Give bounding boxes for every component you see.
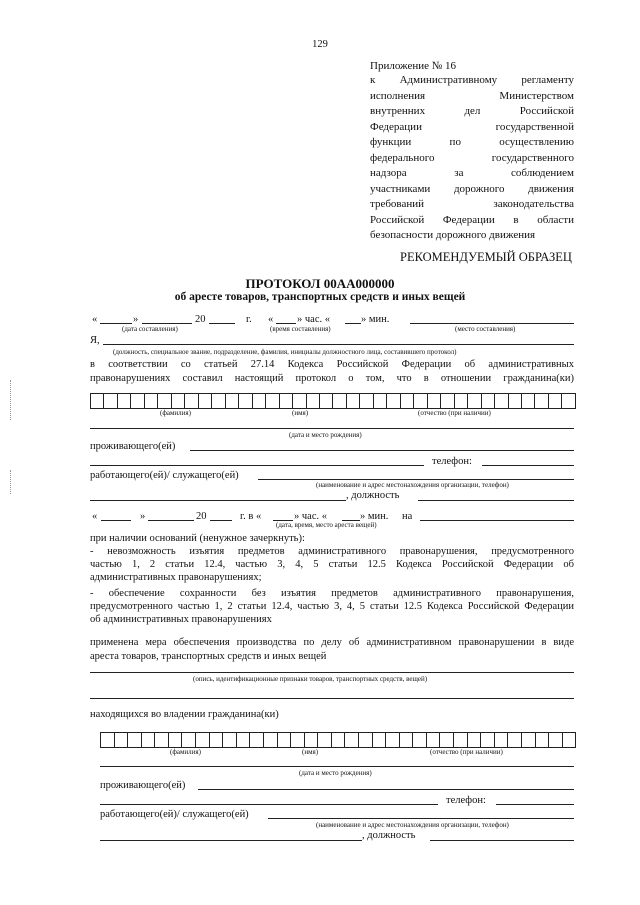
appendix-line: требований законодательства (370, 198, 574, 210)
caption-place: (место составления) (455, 325, 516, 333)
phone-label: телефон: (432, 456, 472, 467)
month-field[interactable] (142, 323, 192, 324)
inventory-field-2[interactable] (90, 698, 574, 699)
protocol-subtitle: об аресте товаров, транспортных средств и иных вещей (174, 291, 466, 303)
position-field-2[interactable] (430, 840, 574, 841)
position-label: , должность (346, 490, 400, 501)
year-suffix: г. (246, 314, 252, 325)
year-prefix: 20 (195, 314, 206, 325)
condition2-line: предусмотренного частью 1, 2 статьи 12.4, частью 3, 4, 5 статьи 12.5 Кодекса Российской Федерации (90, 601, 574, 612)
name-boxes-2[interactable] (100, 732, 576, 748)
org-field[interactable] (90, 500, 346, 501)
arrest-quote-open: « (92, 511, 98, 522)
appendix-line: безопасности дорожного движения (370, 229, 536, 241)
phone-field[interactable] (482, 465, 574, 466)
appendix-block (370, 60, 574, 244)
appendix-line: к Административному регламенту (370, 74, 574, 86)
residing-field-2[interactable] (198, 789, 574, 790)
appendix-line: Российской Федерации в области (370, 213, 574, 226)
hour-suffix: » час. « (297, 314, 330, 325)
position-field[interactable] (418, 500, 574, 501)
appendix-line: внутренних дел Российской (370, 105, 574, 117)
org-field-2[interactable] (100, 840, 362, 841)
caption-inventory: (опись, идентификационные признаки товаров, транспортных средств, вещей) (193, 675, 428, 683)
arrest-na: на (402, 511, 413, 522)
appendix-line: исполнения Министерством (370, 89, 574, 102)
working-field[interactable] (258, 479, 574, 480)
appendix-line: федерального государственного (370, 151, 574, 164)
appendix-line: участниками дорожного движения (370, 182, 574, 195)
minute-suffix: » мин. (361, 314, 390, 325)
caption-name-2: (имя) (302, 748, 319, 756)
phone-field-2[interactable] (496, 804, 574, 805)
place-field[interactable] (410, 323, 574, 324)
minute-field[interactable] (345, 323, 361, 324)
official-field[interactable] (103, 344, 574, 345)
birth-field-2[interactable] (100, 766, 574, 767)
arrest-minute-suffix: » мин. (360, 511, 389, 522)
caption-birth-2: (дата и место рождения) (299, 769, 372, 777)
intro-line: в соответствии со статьей 27.14 Кодекса Российской Федерации об административных (90, 359, 574, 370)
address-field[interactable] (90, 465, 424, 466)
possession-label: находящихся во владении гражданина(ки) (90, 709, 279, 720)
caption-surname-2: (фамилия) (170, 748, 201, 756)
arrest-year-field[interactable] (210, 520, 232, 521)
arrest-g-v: г. в « (240, 511, 262, 522)
conditions-intro: при наличии оснований (ненужное зачеркнуть): (90, 533, 305, 544)
intro-line: правонарушениях составил настоящий протокол о том, что в отношении гражданина(ки) (90, 373, 574, 384)
caption-arrest: (дата, время, место ареста вещей) (276, 521, 377, 529)
working-field-2[interactable] (268, 818, 574, 819)
residing-label-2: проживающего(ей) (100, 780, 186, 791)
scan-mark (10, 470, 13, 494)
sample-label: РЕКОМЕНДУЕМЫЙ ОБРАЗЕЦ (400, 250, 572, 264)
position-label-2: , должность (362, 830, 416, 841)
appendix-line: надзора за соблюдением (370, 167, 574, 179)
year-field[interactable] (209, 323, 235, 324)
residing-field[interactable] (190, 450, 574, 451)
name-boxes[interactable] (90, 393, 576, 409)
condition1-line: частью 1, 2 статьи 12.4, частью 3, 4, 5 статьи 12.5 Кодекса Российской Федерации об (90, 559, 574, 570)
arrest-year-prefix: 20 (196, 511, 207, 522)
measure-line: применена мера обеспечения производства по делу об административном правонарушении в виде (90, 637, 574, 648)
ya-label: Я, (90, 335, 100, 346)
caption-patronymic: (отчество (при наличии) (418, 409, 491, 417)
caption-name: (имя) (292, 409, 309, 417)
appendix-title: Приложение № 16 (370, 60, 457, 72)
condition1-line: - невозможность изъятия предметов административного правонарушения, предусмотренного (90, 546, 574, 557)
birth-field[interactable] (90, 428, 574, 429)
arrest-day-field[interactable] (101, 520, 131, 521)
caption-time: (время составления) (270, 325, 331, 333)
arrest-month-field[interactable] (148, 520, 194, 521)
quote-close: » (133, 314, 139, 325)
day-field[interactable] (100, 323, 132, 324)
caption-birth: (дата и место рождения) (289, 431, 362, 439)
protocol-title: ПРОТОКОЛ 00АА000000 (245, 276, 395, 291)
appendix-line: функции по осуществлению (370, 136, 574, 148)
page-number: 129 (312, 39, 328, 50)
caption-patronymic-2: (отчество (при наличии) (430, 748, 503, 756)
appendix-line: Федерации государственной (370, 120, 574, 133)
residing-label: проживающего(ей) (90, 441, 176, 452)
hour-open: « (268, 314, 274, 325)
quote-open: « (92, 314, 98, 325)
phone-label-2: телефон: (446, 795, 486, 806)
arrest-hour-suffix: » час. « (294, 511, 327, 522)
arrest-quote-close: » (140, 511, 146, 522)
hour-field[interactable] (276, 323, 296, 324)
caption-surname: (фамилия) (160, 409, 191, 417)
inventory-field[interactable] (90, 672, 574, 673)
caption-date: (дата составления) (122, 325, 178, 333)
measure-last: ареста товаров, транспортных средств и иных вещей (90, 651, 327, 662)
condition1-last: административных правонарушениях; (90, 572, 262, 583)
caption-org-2: (наименование и адрес местонахождения организации, телефон) (316, 821, 509, 829)
arrest-place-field[interactable] (420, 520, 574, 521)
condition2-line: - обеспечение сохранности без изъятия предметов административного правонарушения, (90, 588, 574, 599)
caption-org: (наименование и адрес местонахождения организации, телефон) (316, 481, 509, 489)
working-label: работающего(ей)/ служащего(ей) (90, 470, 239, 481)
working-label-2: работающего(ей)/ служащего(ей) (100, 809, 249, 820)
scan-mark (10, 380, 13, 420)
caption-official: (должность, специальное звание, подразделение, фамилия, инициалы должностного лица, составившего протокол) (113, 348, 457, 356)
condition2-last: об административных правонарушениях (90, 614, 272, 625)
address-field-2[interactable] (100, 804, 438, 805)
